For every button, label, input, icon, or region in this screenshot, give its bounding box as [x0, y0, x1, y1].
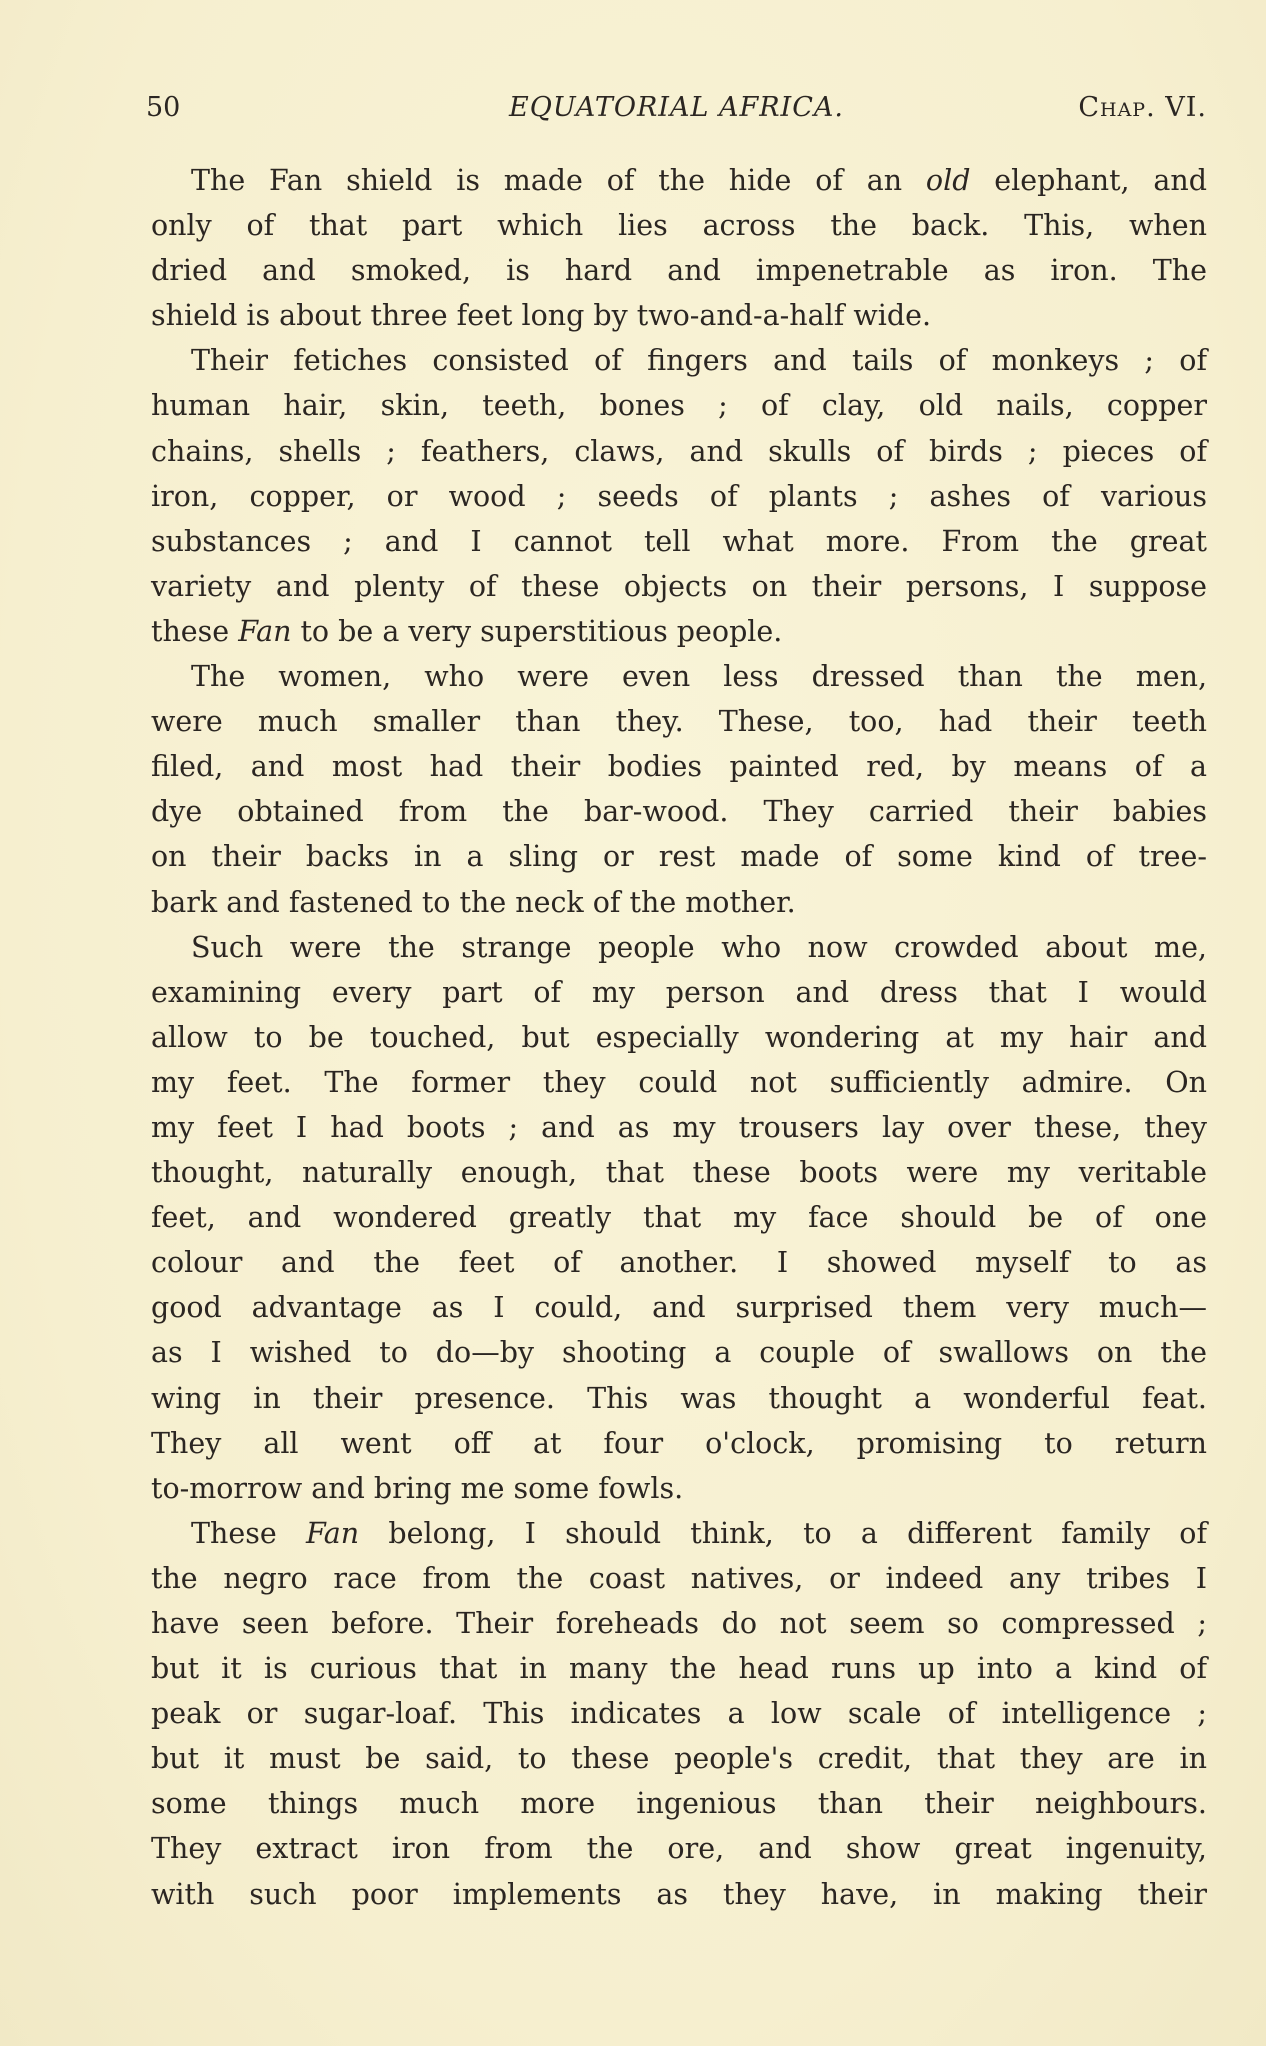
text-line [151, 429, 1207, 474]
text-segment: chains, shells ; feathers, claws, and skulls of birds ; pieces of [151, 434, 1207, 468]
text-segment: but it must be said, to these people's credit, that they are in [151, 1742, 1207, 1776]
text-segment: have seen before. Their foreheads do not seem so compressed ; [151, 1607, 1207, 1640]
text-line [151, 925, 1207, 970]
text-line [151, 1240, 1207, 1285]
text-line [151, 699, 1207, 744]
text-line [151, 1060, 1207, 1105]
text-segment: thought, naturally enough, that these boots were my veritable [151, 1156, 1207, 1190]
text-segment: shield is about three feet long by two-and-a-half wide. [151, 299, 932, 333]
paragraph [151, 1511, 1207, 1917]
text-segment: The Fan shield is made of the hide of an [191, 164, 926, 197]
text-segment: human hair, skin, teeth, bones ; of clay, old nails, copper [151, 389, 1207, 423]
text-segment: They all went off at four o'clock, promising to return [151, 1426, 1207, 1460]
text-line [151, 1376, 1207, 1421]
text-segment: some things much more ingenious than their neighbours. [151, 1787, 1207, 1821]
paragraph [151, 654, 1207, 925]
text-line [151, 519, 1207, 564]
text-segment: colour and the feet of another. I showed myself to as [151, 1246, 1207, 1280]
text-line [151, 654, 1207, 699]
paragraph [151, 338, 1207, 654]
italic-text: Fan [238, 614, 292, 648]
text-segment: as I wished to do—by shooting a couple of swallows on the [151, 1336, 1207, 1370]
running-title: EQUATORIAL AFRICA. [509, 92, 844, 123]
text-line [151, 1015, 1207, 1060]
text-segment: good advantage as I could, and surprised them very much— [151, 1291, 1207, 1325]
text-line [151, 564, 1207, 609]
page-header [146, 92, 1207, 132]
text-segment: wing in their presence. This was thought a wonderful feat. [151, 1381, 1207, 1415]
italic-text: old [925, 164, 971, 197]
italic-text: Fan [305, 1516, 360, 1550]
text-line [151, 1736, 1207, 1781]
text-segment: Such were the strange people who now crowded about me, [191, 930, 1207, 964]
text-line [151, 293, 1207, 338]
text-segment: allow to be touched, but especially wondering at my hair and [151, 1020, 1207, 1054]
text-line [151, 880, 1207, 925]
text-line [151, 789, 1207, 834]
text-line [151, 1330, 1207, 1375]
text-line [151, 1466, 1207, 1511]
text-segment: iron, copper, or wood ; seeds of plants ; ashes of various [151, 479, 1207, 513]
text-line [151, 1646, 1207, 1691]
text-segment: on their backs in a sling or rest made of some kind of tree- [151, 840, 1207, 874]
text-segment: my feet I had boots ; and as my trousers lay over these, they [151, 1110, 1207, 1144]
text-line [151, 158, 1207, 203]
text-segment: These [191, 1516, 306, 1550]
page-number: 50 [146, 92, 181, 123]
text-line [151, 1421, 1207, 1466]
text-line [151, 744, 1207, 789]
text-segment: dye obtained from the bar-wood. They carried their babies [151, 795, 1207, 829]
text-line [151, 1601, 1207, 1646]
text-line [151, 1105, 1207, 1150]
text-line [151, 248, 1207, 293]
text-segment: these [151, 614, 239, 648]
text-segment: to be a very superstitious people. [291, 614, 783, 648]
chapter-label: Chap. VI. [1078, 92, 1207, 123]
text-line [151, 383, 1207, 428]
text-line [151, 1826, 1207, 1871]
text-segment: with such poor implements as they have, in making their [151, 1877, 1207, 1911]
text-line [151, 1781, 1207, 1826]
text-segment: only of that part which lies across the back. This, when [151, 209, 1207, 243]
text-segment: were much smaller than they. These, too, had their teeth [151, 705, 1207, 739]
text-segment: variety and plenty of these objects on their persons, I suppose [151, 569, 1207, 603]
text-segment: substances ; and I cannot tell what more. From the great [151, 524, 1207, 558]
text-line [151, 338, 1207, 383]
text-segment: peak or sugar-loaf. This indicates a low scale of intelligence ; [151, 1697, 1207, 1731]
body-text [151, 158, 1207, 1917]
text-segment: examining every part of my person and dress that I would [151, 975, 1207, 1009]
text-line [151, 1556, 1207, 1601]
text-line [151, 1285, 1207, 1330]
text-segment: Their fetiches consisted of fingers and tails of monkeys ; of [191, 344, 1207, 378]
text-line [151, 609, 1207, 654]
paragraph [151, 925, 1207, 1511]
text-segment: dried and smoked, is hard and impenetrable as iron. The [151, 254, 1207, 288]
text-line [151, 1195, 1207, 1240]
text-line [151, 1691, 1207, 1736]
text-segment: The women, who were even less dressed than the men, [191, 660, 1207, 694]
text-segment: filed, and most had their bodies painted red, by means of a [151, 750, 1207, 784]
text-segment: the negro race from the coast natives, or indeed any tribes I [151, 1561, 1207, 1595]
text-line [151, 474, 1207, 519]
text-segment: elephant, and [970, 164, 1208, 197]
text-segment: my feet. The former they could not sufficiently admire. On [151, 1065, 1207, 1099]
text-line [151, 970, 1207, 1015]
text-segment: They extract iron from the ore, and show great ingenuity, [151, 1832, 1207, 1866]
text-segment: feet, and wondered greatly that my face should be of one [151, 1201, 1207, 1235]
text-line [151, 203, 1207, 248]
text-segment: to-morrow and bring me some fowls. [151, 1471, 684, 1505]
paragraph [151, 158, 1207, 338]
text-line [151, 1511, 1207, 1556]
text-line [151, 1150, 1207, 1195]
text-line [151, 1872, 1207, 1917]
text-line [151, 834, 1207, 879]
text-segment: belong, I should think, to a different family of [359, 1516, 1207, 1550]
text-segment: but it is curious that in many the head runs up into a kind of [151, 1652, 1207, 1686]
text-segment: bark and fastened to the neck of the mother. [151, 885, 796, 919]
